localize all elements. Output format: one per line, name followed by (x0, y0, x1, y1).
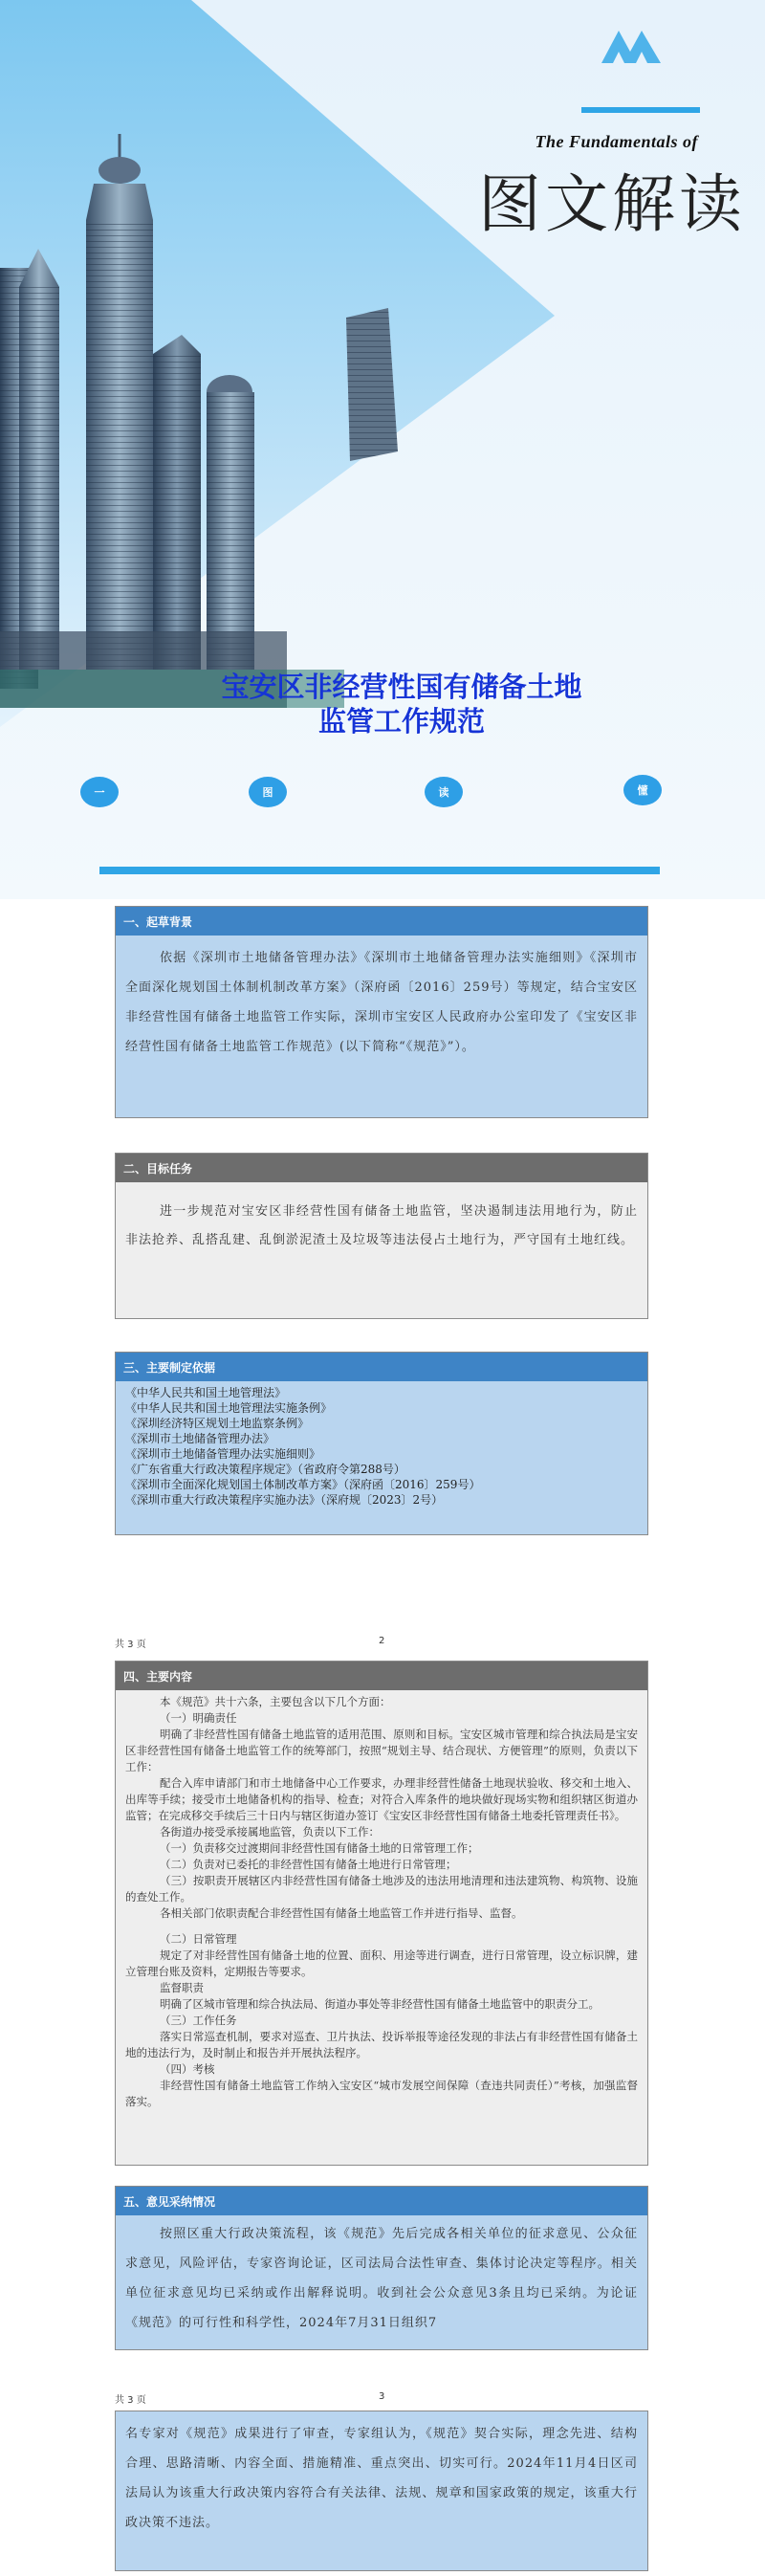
section-content (115, 1661, 648, 2166)
brand-logo-icon (598, 27, 665, 65)
section-body (116, 936, 647, 1117)
section-text: 进一步规范对宝安区非经营性国有储备土地监管，坚决遏制违法用地行为，防止非法抢养、乱搭乱建、乱倒淤泥渣土及垃圾等违法侵占土地行为，严守国有土地红线。 (125, 1204, 638, 1247)
content-subheading: （二）日常管理 (160, 1932, 237, 1946)
content-paragraph: 规定了对非经营性国有储备土地的位置、面积、用途等进行调查，进行日常管理，设立标识牌，建立管理台账及资料，定期报告等要求。 (125, 1949, 638, 1978)
section-heading: 二、目标任务 (116, 1154, 647, 1182)
content-paragraph: （三）按职责开展辖区内非经营性国有储备土地涉及的违法用地清理和违法建筑物、构筑物、设施的查处工作。 (125, 1874, 638, 1904)
content-paragraph: 配合入库申请部门和市土地储备中心工作要求，办理非经营性储备土地现状验收、移交和土地入、出库等手续；接受市土地储备机构的指导、检查；对符合入库条件的地块做好现场实物和组织辖区街道办监管；在完成移交手续后三十日内与辖区街道办签订《宝安区非经营性国有储备土地委托管理责任书》。 (125, 1776, 638, 1822)
basis-list (116, 1381, 647, 1515)
skyline-illustration (0, 134, 344, 708)
list-item: 《深圳市土地储备管理办法实施细则》 (125, 1447, 321, 1461)
content-paragraph: 落实日常巡查机制，要求对巡查、卫片执法、投诉举报等途径发现的非法占有非经营性国有储备土地的违法行为，及时制止和报告并开展执法程序。 (125, 2030, 638, 2059)
page-total-label: 共 3 页 (115, 2395, 146, 2406)
circle-badge-3: 读 (425, 777, 463, 807)
twisted-tower-illustration (340, 308, 404, 461)
circle-badge-1: 一 (80, 777, 119, 807)
content-paragraph: 非经营性国有储备土地监管工作纳入宝安区“城市发展空间保障（查违共同责任）”考核，加强监督落实。 (125, 2079, 638, 2108)
section-body (116, 2411, 647, 2570)
section-body (116, 1182, 647, 1318)
section-heading: 五、意见采纳情况 (116, 2187, 647, 2215)
section-background (115, 906, 648, 1118)
page-total-label: 共 3 页 (115, 1640, 146, 1650)
list-item: 《中华人民共和国土地管理法实施条例》 (125, 1401, 333, 1415)
section-heading: 四、主要内容 (116, 1662, 647, 1690)
cover (0, 0, 765, 899)
circle-row (0, 777, 765, 815)
circle-badge-2: 图 (249, 777, 287, 807)
list-item: 《中华人民共和国土地管理法》 (125, 1386, 287, 1399)
document-title (153, 670, 650, 738)
cover-subtitle-en: The Fundamentals of (535, 132, 698, 151)
content-paragraphs (116, 1690, 647, 2116)
list-item: 《深圳市土地储备管理办法》 (125, 1432, 275, 1445)
content-paragraph: 明确了区城市管理和综合执法局、街道办事处等非经营性国有储备土地监管中的职责分工。 (160, 1997, 600, 2011)
cover-title: 图文解读 (478, 167, 746, 241)
content-paragraph: 各相关部门依职责配合非经营性国有储备土地监管工作并进行指导、监督。 (160, 1906, 523, 1920)
content-paragraph: 明确了非经营性国有储备土地监管的适用范围、原则和目标。宝安区城市管理和综合执法局是宝安区非经营性国有储备土地监管工作的统筹部门，按照“规划主导、结合现状、方便管理”的原则，负责以下工作： (125, 1728, 638, 1773)
content-subheading: （一）明确责任 (160, 1711, 237, 1725)
content-paragraph: 本《规范》共十六条，主要包含以下几个方面： (160, 1695, 391, 1708)
content-subheading: （四）考核 (160, 2062, 215, 2076)
document-title-line1: 宝安区非经营性国有储备土地 (221, 671, 582, 703)
list-item: 《广东省重大行政决策程序规定》（省政府令第288号） (125, 1463, 405, 1476)
list-item: 《深圳经济特区规划土地监察条例》 (125, 1417, 310, 1430)
section-body (116, 1381, 647, 1534)
section-body (116, 2215, 647, 2349)
section-text: 依据《深圳市土地储备管理办法》《深圳市土地储备管理办法实施细则》《深圳市全面深化规划国土体制机制改革方案》（深府函〔2016〕259号）等规定，结合宝安区非经营性国有储备土地监管工作实际，深圳市宝安区人民政府办公室印发了《宝安区非经营性国有储备土地监管工作规范》(以下简称“《规范》”）。 (125, 951, 638, 1054)
page-number: 2 (379, 1636, 385, 1646)
section-text: 按照区重大行政决策流程，该《规范》先后完成各相关单位的征求意见、公众征求意见，风险评估，专家咨询论证，区司法局合法性审查、集体讨论决定等程序。相关单位征求意见均已采纳或作出解释说明。收到社会公众意见3条且均已采纳。为论证《规范》的可行性和科学性，2024年7月31日组织7 (125, 2227, 638, 2330)
cover-bottom-bar (99, 867, 660, 874)
content-paragraph: （二）负责对已委托的非经营性国有储备土地进行日常管理； (160, 1858, 457, 1871)
circle-badge-4: 懂 (623, 775, 662, 805)
section-text: 名专家对《规范》成果进行了审查，专家组认为，《规范》契合实际，理念先进、结构合理、思路清晰、内容全面、措施精准、重点突出、切实可行。2024年11月4日区司法局认为该重大行政决策内容符合有关法律、法规、规章和国家政策的规定，该重大行政决策不违法。 (125, 2427, 638, 2530)
content-subheading: （三）工作任务 (160, 2014, 237, 2027)
section-opinion-continued (115, 2411, 648, 2571)
content-paragraph: （一）负责移交过渡期间非经营性国有储备土地的日常管理工作； (160, 1841, 479, 1855)
section-heading: 一、起草背景 (116, 907, 647, 936)
page-number: 3 (379, 2391, 385, 2402)
section-goal (115, 1153, 648, 1319)
section-body (116, 1690, 647, 2165)
document-title-line2: 监管工作规范 (317, 705, 485, 738)
content-subheading: 监督职责 (160, 1981, 204, 1994)
list-item: 《深圳市全面深化规划国土体制改革方案》（深府函〔2016〕259号） (125, 1478, 481, 1491)
section-opinion (115, 2186, 648, 2350)
section-heading: 三、主要制定依据 (116, 1353, 647, 1381)
list-item: 《深圳市重大行政决策程序实施办法》（深府规〔2023〕2号） (125, 1493, 444, 1507)
logo-underline (581, 107, 700, 113)
section-basis (115, 1352, 648, 1535)
content-paragraph: 各街道办接受承接属地监管，负责以下工作： (160, 1825, 380, 1838)
